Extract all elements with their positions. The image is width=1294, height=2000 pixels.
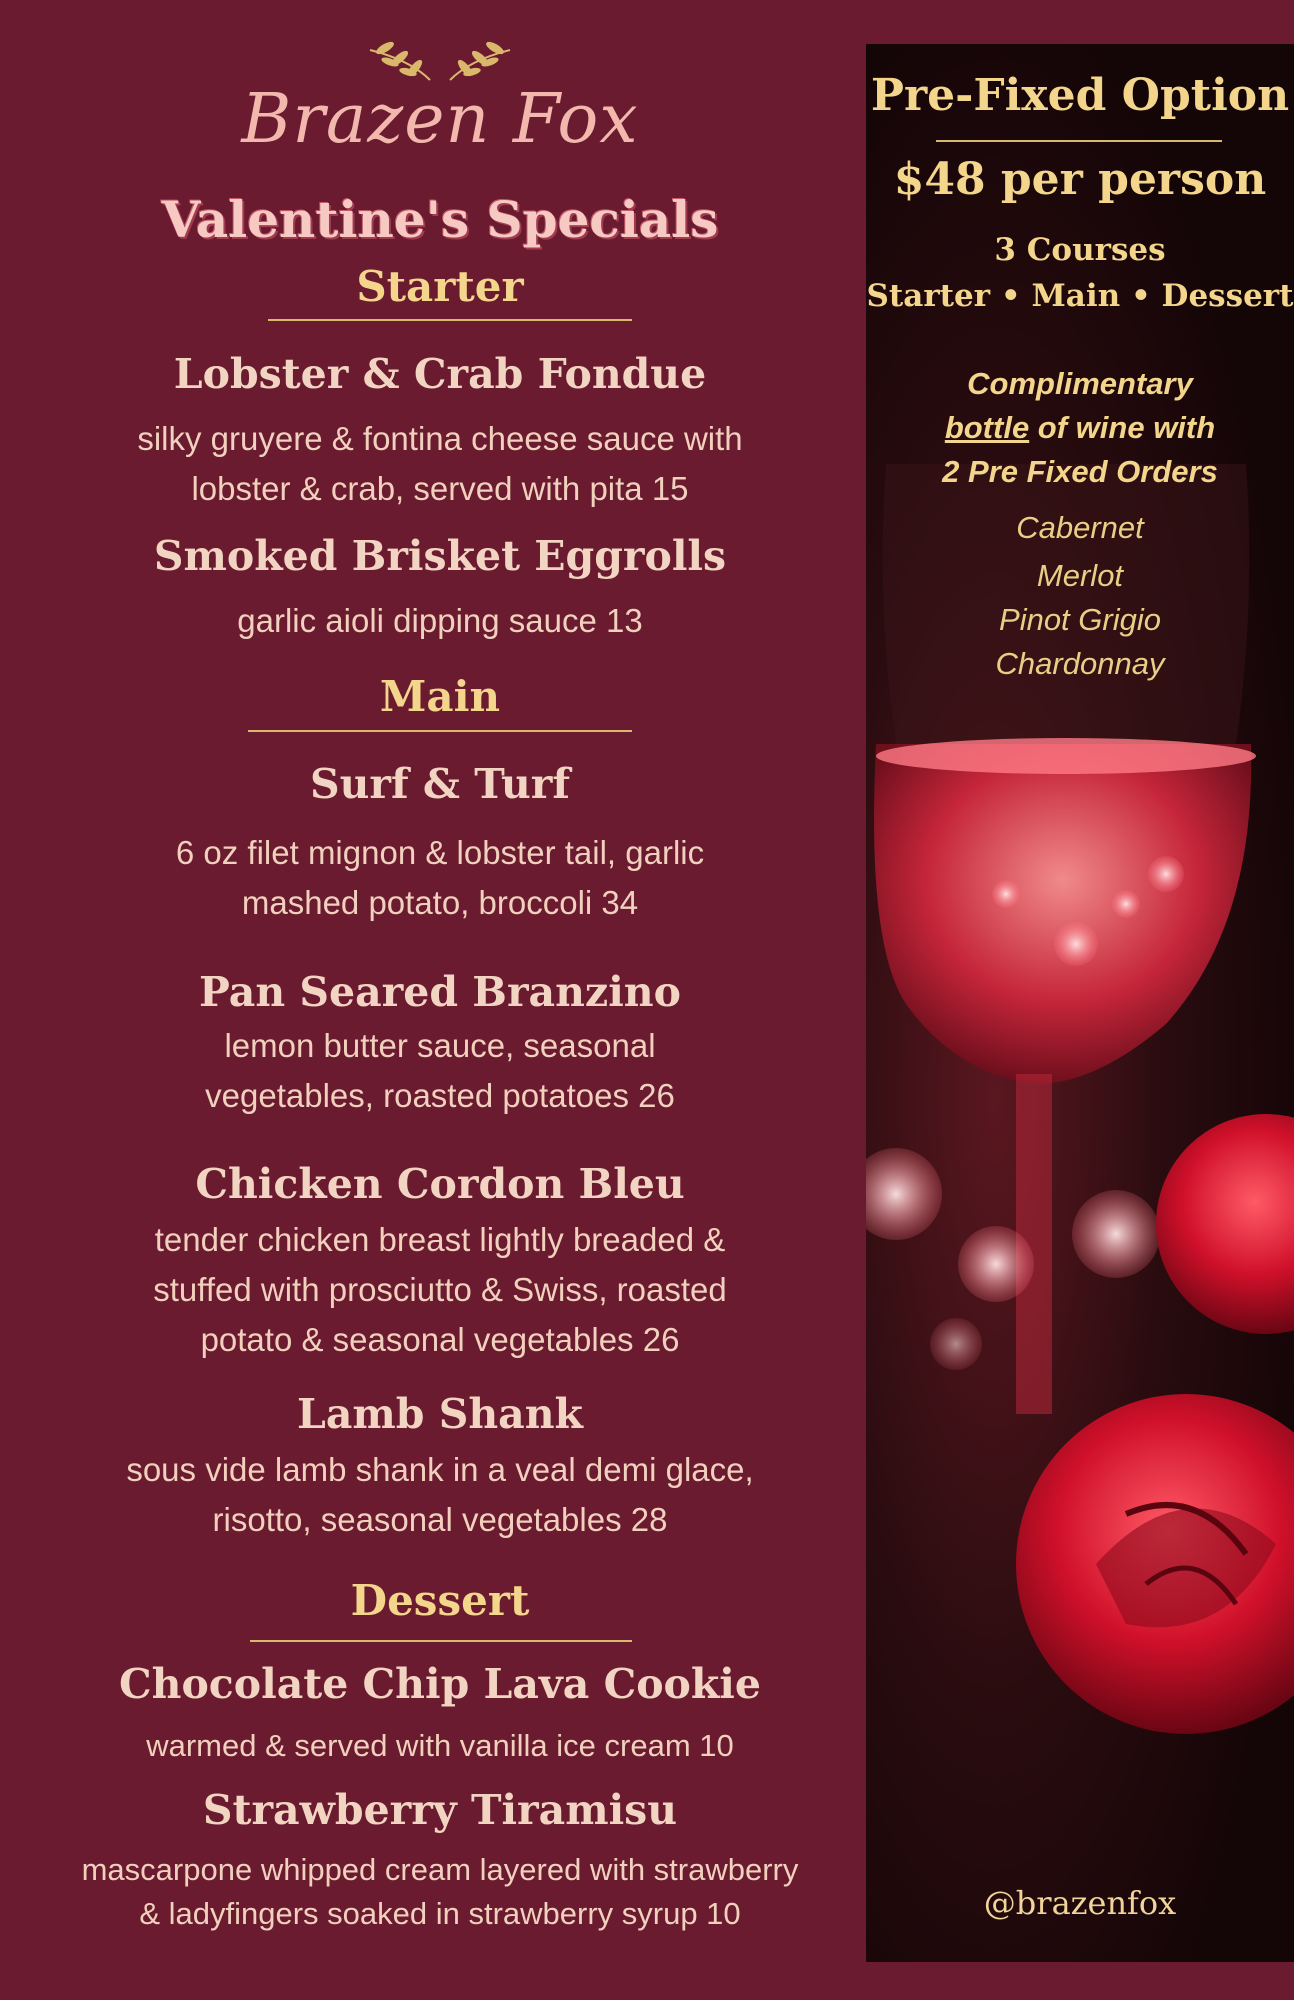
section-heading-dessert: Dessert: [350, 1576, 530, 1625]
prefixed-courses: 3 Courses: [994, 232, 1166, 268]
section-heading-starter: Starter: [356, 262, 524, 311]
menu-item-description: 6 oz filet mignon & lobster tail, garlic mashed potato, broccoli 34: [175, 834, 705, 921]
menu-item-title: Lobster & Crab Fondue: [173, 350, 707, 398]
divider: [250, 1640, 632, 1642]
menu-item-description: silky gruyere & fontina cheese sauce with lobster & crab, served with pita 15: [137, 420, 743, 507]
prefixed-panel: [866, 44, 1294, 1962]
menu-item-title: Lamb Shank: [297, 1390, 583, 1438]
promo-underlined-word: bottle: [944, 410, 1030, 445]
social-handle: @brazenfox: [983, 1884, 1177, 1922]
promo-line-3: 2 Pre Fixed Orders: [942, 454, 1218, 489]
wine-option: Cabernet: [1016, 510, 1144, 545]
promo-text: [866, 362, 1294, 494]
promo-line-1: Complimentary: [967, 366, 1193, 401]
menu-item-description: tender chicken breast lightly breaded & stuffed with prosciutto & Swiss, roasted potato & seasonal vegetables 26: [153, 1221, 727, 1358]
divider: [248, 730, 632, 732]
section-heading-main: Main: [379, 672, 501, 721]
menu-item-title: Surf & Turf: [309, 760, 570, 808]
menu-item-description: mascarpone whipped cream layered with strawberry & ladyfingers soaked in strawberry syrup 10: [81, 1852, 799, 1931]
menu-item-description: garlic aioli dipping sauce 13: [237, 602, 643, 639]
menu-item-description: warmed & served with vanilla ice cream 10: [146, 1728, 734, 1763]
wine-option: Merlot: [1036, 558, 1124, 593]
prefixed-course-list: Starter • Main • Dessert: [866, 278, 1294, 314]
promo-line-2: of wine with: [1029, 410, 1216, 445]
brand-logo: Brazen Fox: [241, 80, 639, 159]
prefixed-price: $48 per person: [893, 154, 1267, 205]
divider: [268, 319, 632, 321]
menu-item-description: sous vide lamb shank in a veal demi glace, risotto, seasonal vegetables 28: [126, 1451, 754, 1538]
page-title: Valentine's Specials: [161, 190, 719, 249]
prefixed-title: Pre-Fixed Option: [870, 70, 1290, 121]
menu-item-title: Chicken Cordon Bleu: [195, 1160, 685, 1208]
prefixed-divider: [936, 140, 1222, 142]
wine-option: Pinot Grigio: [999, 602, 1161, 637]
menu-item-title: Pan Seared Branzino: [199, 968, 681, 1016]
wine-option: Chardonnay: [995, 646, 1165, 681]
wine-rose-illustration: [866, 44, 1294, 1962]
menu-item-description: lemon butter sauce, seasonal vegetables, roasted potatoes 26: [205, 1027, 675, 1114]
menu-item-title: Smoked Brisket Eggrolls: [153, 532, 727, 580]
menu-item-title: Strawberry Tiramisu: [202, 1786, 678, 1834]
menu-item-title: Chocolate Chip Lava Cookie: [119, 1660, 761, 1708]
